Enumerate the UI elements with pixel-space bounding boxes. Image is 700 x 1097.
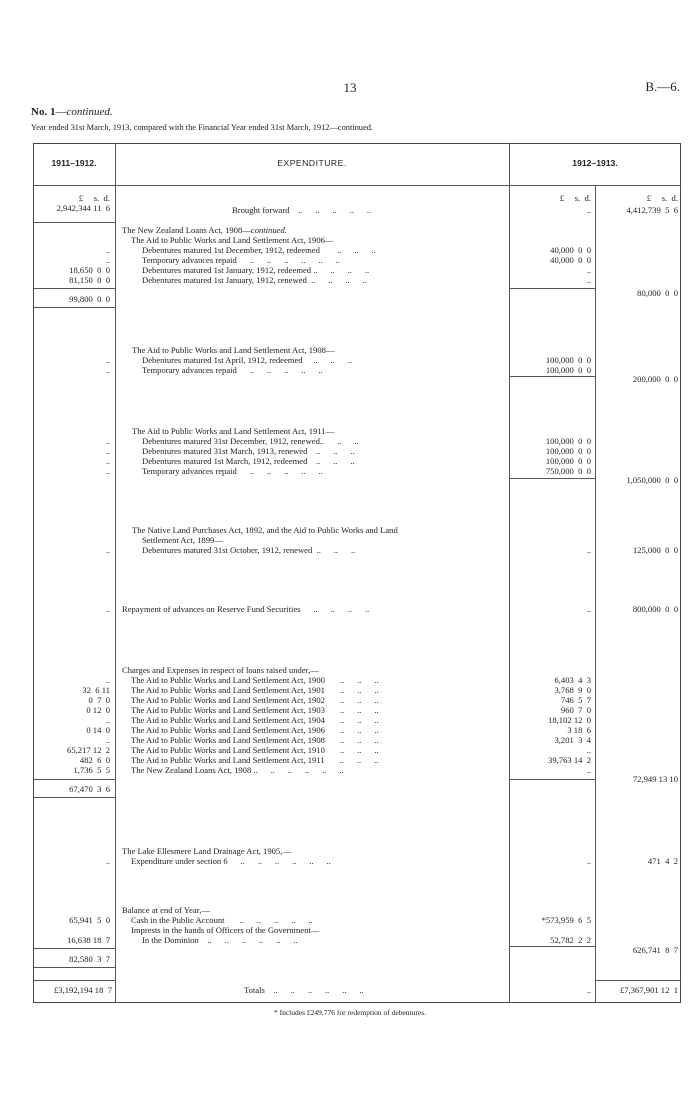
grand-total-right: £7,367,901 12 1 — [619, 985, 678, 995]
nz-loans-act-title: The New Zealand Loans Act, 1908—continued. — [122, 225, 287, 235]
charges-line-item: The New Zealand Loans Act, 1908 .. .. .. .. .. .. — [131, 765, 344, 775]
right-value: 800,000 0 0 — [632, 604, 678, 614]
rule — [33, 779, 115, 780]
charges-line-item: The Aid to Public Works and Land Settlement Act, 1902 .. .. .. — [131, 695, 379, 705]
right-value: 125,000 0 0 — [632, 545, 678, 555]
charges-left-value: .. — [105, 715, 110, 725]
line-item: Debentures matured 1st April, 1912, redeemed .. .. .. — [142, 355, 353, 365]
line-item: Cash in the Public Account .. .. .. .. .. — [131, 915, 313, 925]
inner-value: .. — [586, 545, 591, 555]
inner-value: 100,000 0 0 — [545, 365, 591, 375]
charges-inner-value: 18,102 12 0 — [548, 715, 591, 725]
col-expenditure-header: EXPENDITURE. — [277, 158, 347, 168]
line-item: Debentures matured 1st December, 1912, redeemed .. .. .. — [142, 245, 376, 255]
line-item: Debentures matured 31st October, 1912, renewed .. .. .. — [142, 545, 356, 555]
charges-inner-value: 3,201 3 4 — [554, 735, 591, 745]
charges-left-value: 32 6 11 — [82, 685, 110, 695]
left-value: .. — [105, 436, 110, 446]
rule — [509, 946, 595, 947]
charges-inner-value: 960 7 0 — [560, 705, 591, 715]
units-inner: £ s. d. — [559, 193, 591, 203]
charges-line-item: The Aid to Public Works and Land Settlement Act, 1901 .. .. .. — [131, 685, 379, 695]
bf-left-value: 2,942,344 11 6 — [56, 203, 110, 213]
left-value: .. — [105, 545, 110, 555]
left-value: .. — [105, 456, 110, 466]
left-subtotal: 67,470 3 6 — [69, 784, 110, 794]
grand-total-inner: .. — [586, 985, 591, 995]
charges-inner-value: .. — [586, 765, 591, 775]
charges-left-value: 482 6 0 — [79, 755, 110, 765]
inner-value: .. — [586, 275, 591, 285]
charges-line-item: The Aid to Public Works and Land Settlement Act, 1904 .. .. .. — [131, 715, 379, 725]
rule — [33, 967, 115, 968]
lake-ellesmere-title: The Lake Ellesmere Land Drainage Act, 1905,— — [122, 846, 291, 856]
left-subtotal: 82,580 3 7 — [69, 954, 110, 964]
rule — [509, 376, 595, 377]
charges-left-value: 0 14 0 — [86, 725, 110, 735]
rule — [33, 797, 115, 798]
inner-value: .. — [586, 265, 591, 275]
line-item: Expenditure under section 6 .. .. .. .. .. .. — [131, 856, 331, 866]
units-right: £ s. d. — [646, 193, 678, 203]
native-land-title: The Native Land Purchases Act, 1892, and the Aid to Public Works and Land — [132, 525, 398, 535]
charges-line-item: The Aid to Public Works and Land Settlement Act, 1900 .. .. .. — [131, 675, 379, 685]
bf-inner-value: .. — [586, 205, 591, 215]
left-subtotal: 99,800 0 0 — [69, 294, 110, 304]
charges-left-value: .. — [105, 675, 110, 685]
inner-value: 100,000 0 0 — [545, 446, 591, 456]
native-land-title-cont: Settlement Act, 1899— — [142, 535, 223, 545]
charges-line-item: The Aid to Public Works and Land Settlement Act, 1908 .. .. .. — [131, 735, 379, 745]
aid-1906-subtitle: The Aid to Public Works and Land Settlement Act, 1906— — [131, 235, 334, 245]
inner-value: 100,000 0 0 — [545, 436, 591, 446]
inner-value: .. — [586, 856, 591, 866]
charges-line-item: The Aid to Public Works and Land Settlement Act, 1906 .. .. .. — [131, 725, 379, 735]
line-item: Temporary advances repaid .. .. .. .. .. .. — [142, 255, 340, 265]
inner-value: 100,000 0 0 — [545, 355, 591, 365]
inner-value: .. — [586, 604, 591, 614]
right-subtotal: 200,000 0 0 — [632, 374, 678, 384]
charges-line-item: The Aid to Public Works and Land Settlement Act, 1911 .. .. .. — [131, 755, 379, 765]
rule — [33, 222, 115, 223]
column-rule — [509, 143, 510, 1003]
rule — [509, 779, 595, 780]
bf-right-value: 4,412,739 5 6 — [626, 205, 678, 215]
charges-line-item: The Aid to Public Works and Land Settlement Act, 1903 .. .. .. — [131, 705, 379, 715]
charges-left-value: 0 12 0 — [86, 705, 110, 715]
charges-line-item: The Aid to Public Works and Land Settlement Act, 1910 .. .. .. — [131, 745, 379, 755]
repayment-label: Repayment of advances on Reserve Fund Securities .. .. .. .. — [122, 604, 370, 614]
aid-1911-title: The Aid to Public Works and Land Settlement Act, 1911— — [132, 426, 335, 436]
charges-inner-value: 3 18 6 — [567, 725, 591, 735]
line-item: Debentures matured 1st January, 1912, renewed .. .. .. .. — [142, 275, 367, 285]
left-value: .. — [105, 466, 110, 476]
totals-label: Totals .. .. .. .. .. .. — [244, 985, 364, 995]
right-subtotal: 80,000 0 0 — [637, 288, 678, 298]
left-value: .. — [105, 446, 110, 456]
col-1912-1913-header: 1912–1913. — [572, 158, 618, 168]
rule — [509, 288, 595, 289]
inner-value: 100,000 0 0 — [545, 456, 591, 466]
charges-inner-value: 6,403 4 3 — [554, 675, 591, 685]
header-rule — [33, 185, 681, 186]
line-item: Debentures matured 31st March, 1913, renewed .. .. .. — [142, 446, 355, 456]
line-item: In the Dominion .. .. .. .. .. .. — [142, 935, 298, 945]
inner-value: 40,000 0 0 — [550, 245, 591, 255]
charges-title: Charges and Expenses in respect of loans raised under,— — [122, 665, 319, 675]
page-number: 13 — [343, 80, 357, 95]
left-value: .. — [105, 856, 110, 866]
right-value: 471 4 2 — [647, 856, 678, 866]
left-value: .. — [105, 245, 110, 255]
document-reference: B.—6. — [645, 79, 680, 94]
line-item: Debentures matured 1st January, 1912, redeemed .. .. .. .. — [142, 265, 370, 275]
rule — [33, 980, 115, 981]
col-1911-1912-header: 1911–1912. — [51, 158, 97, 168]
units-left: £ s. d. — [78, 193, 110, 203]
inner-value: 40,000 0 0 — [550, 255, 591, 265]
right-subtotal: 72,949 13 10 — [632, 774, 678, 784]
right-subtotal: 1,050,000 0 0 — [626, 475, 678, 485]
footnote: * Includes £249,776 for redemption of debentures. — [273, 1008, 427, 1017]
brought-forward-label: Brought forward .. .. .. .. .. — [232, 205, 372, 215]
line-item: Temporary advances repaid .. .. .. .. .. — [142, 365, 323, 375]
continued-heading: No. 1—continued. — [31, 106, 113, 118]
left-value: 18,650 0 0 — [69, 265, 110, 275]
left-value: 81,150 0 0 — [69, 275, 110, 285]
charges-inner-value: 39,763 14 2 — [548, 755, 591, 765]
charges-inner-value: 3,768 9 0 — [554, 685, 591, 695]
column-rule — [115, 143, 116, 1003]
right-subtotal: 626,741 8 7 — [632, 945, 678, 955]
left-value: .. — [105, 255, 110, 265]
rule — [595, 980, 681, 981]
left-value: .. — [105, 604, 110, 614]
inner-value: 750,000 0 0 — [545, 466, 591, 476]
rule — [33, 307, 115, 308]
rule — [33, 948, 115, 949]
left-value: .. — [105, 365, 110, 375]
charges-inner-value: .. — [586, 745, 591, 755]
inner-value: *573,959 6 5 — [541, 915, 591, 925]
charges-left-value: 0 7 0 — [88, 695, 110, 705]
rule — [33, 288, 115, 289]
grand-total-left: £3,192,194 18 7 — [53, 985, 112, 995]
line-item: Imprests in the hands of Officers of the Government— — [131, 925, 320, 935]
charges-left-value: 1,736 5 5 — [73, 765, 110, 775]
line-item: Debentures matured 1st March, 1912, redeemed .. .. .. — [142, 456, 355, 466]
charges-left-value: .. — [105, 735, 110, 745]
charges-left-value: 65,217 12 2 — [67, 745, 110, 755]
column-rule — [595, 185, 596, 1003]
charges-inner-value: 746 5 7 — [560, 695, 591, 705]
year-caption: Year ended 31st March, 1913, compared with the Financial Year ended 31st March, 1912—continued. — [31, 123, 373, 132]
left-value: .. — [105, 355, 110, 365]
line-item: Debentures matured 31st December, 1912, renewed.. .. .. — [142, 436, 359, 446]
line-item: Temporary advances repaid .. .. .. .. .. — [142, 466, 323, 476]
balance-title: Balance at end of Year,— — [122, 905, 210, 915]
inner-value: 52,782 2 2 — [550, 935, 591, 945]
aid-1908-title: The Aid to Public Works and Land Settlement Act, 1908— — [132, 345, 335, 355]
left-value: 16,638 18 7 — [67, 935, 110, 945]
left-value: 65,941 5 0 — [69, 915, 110, 925]
rule — [509, 478, 595, 479]
